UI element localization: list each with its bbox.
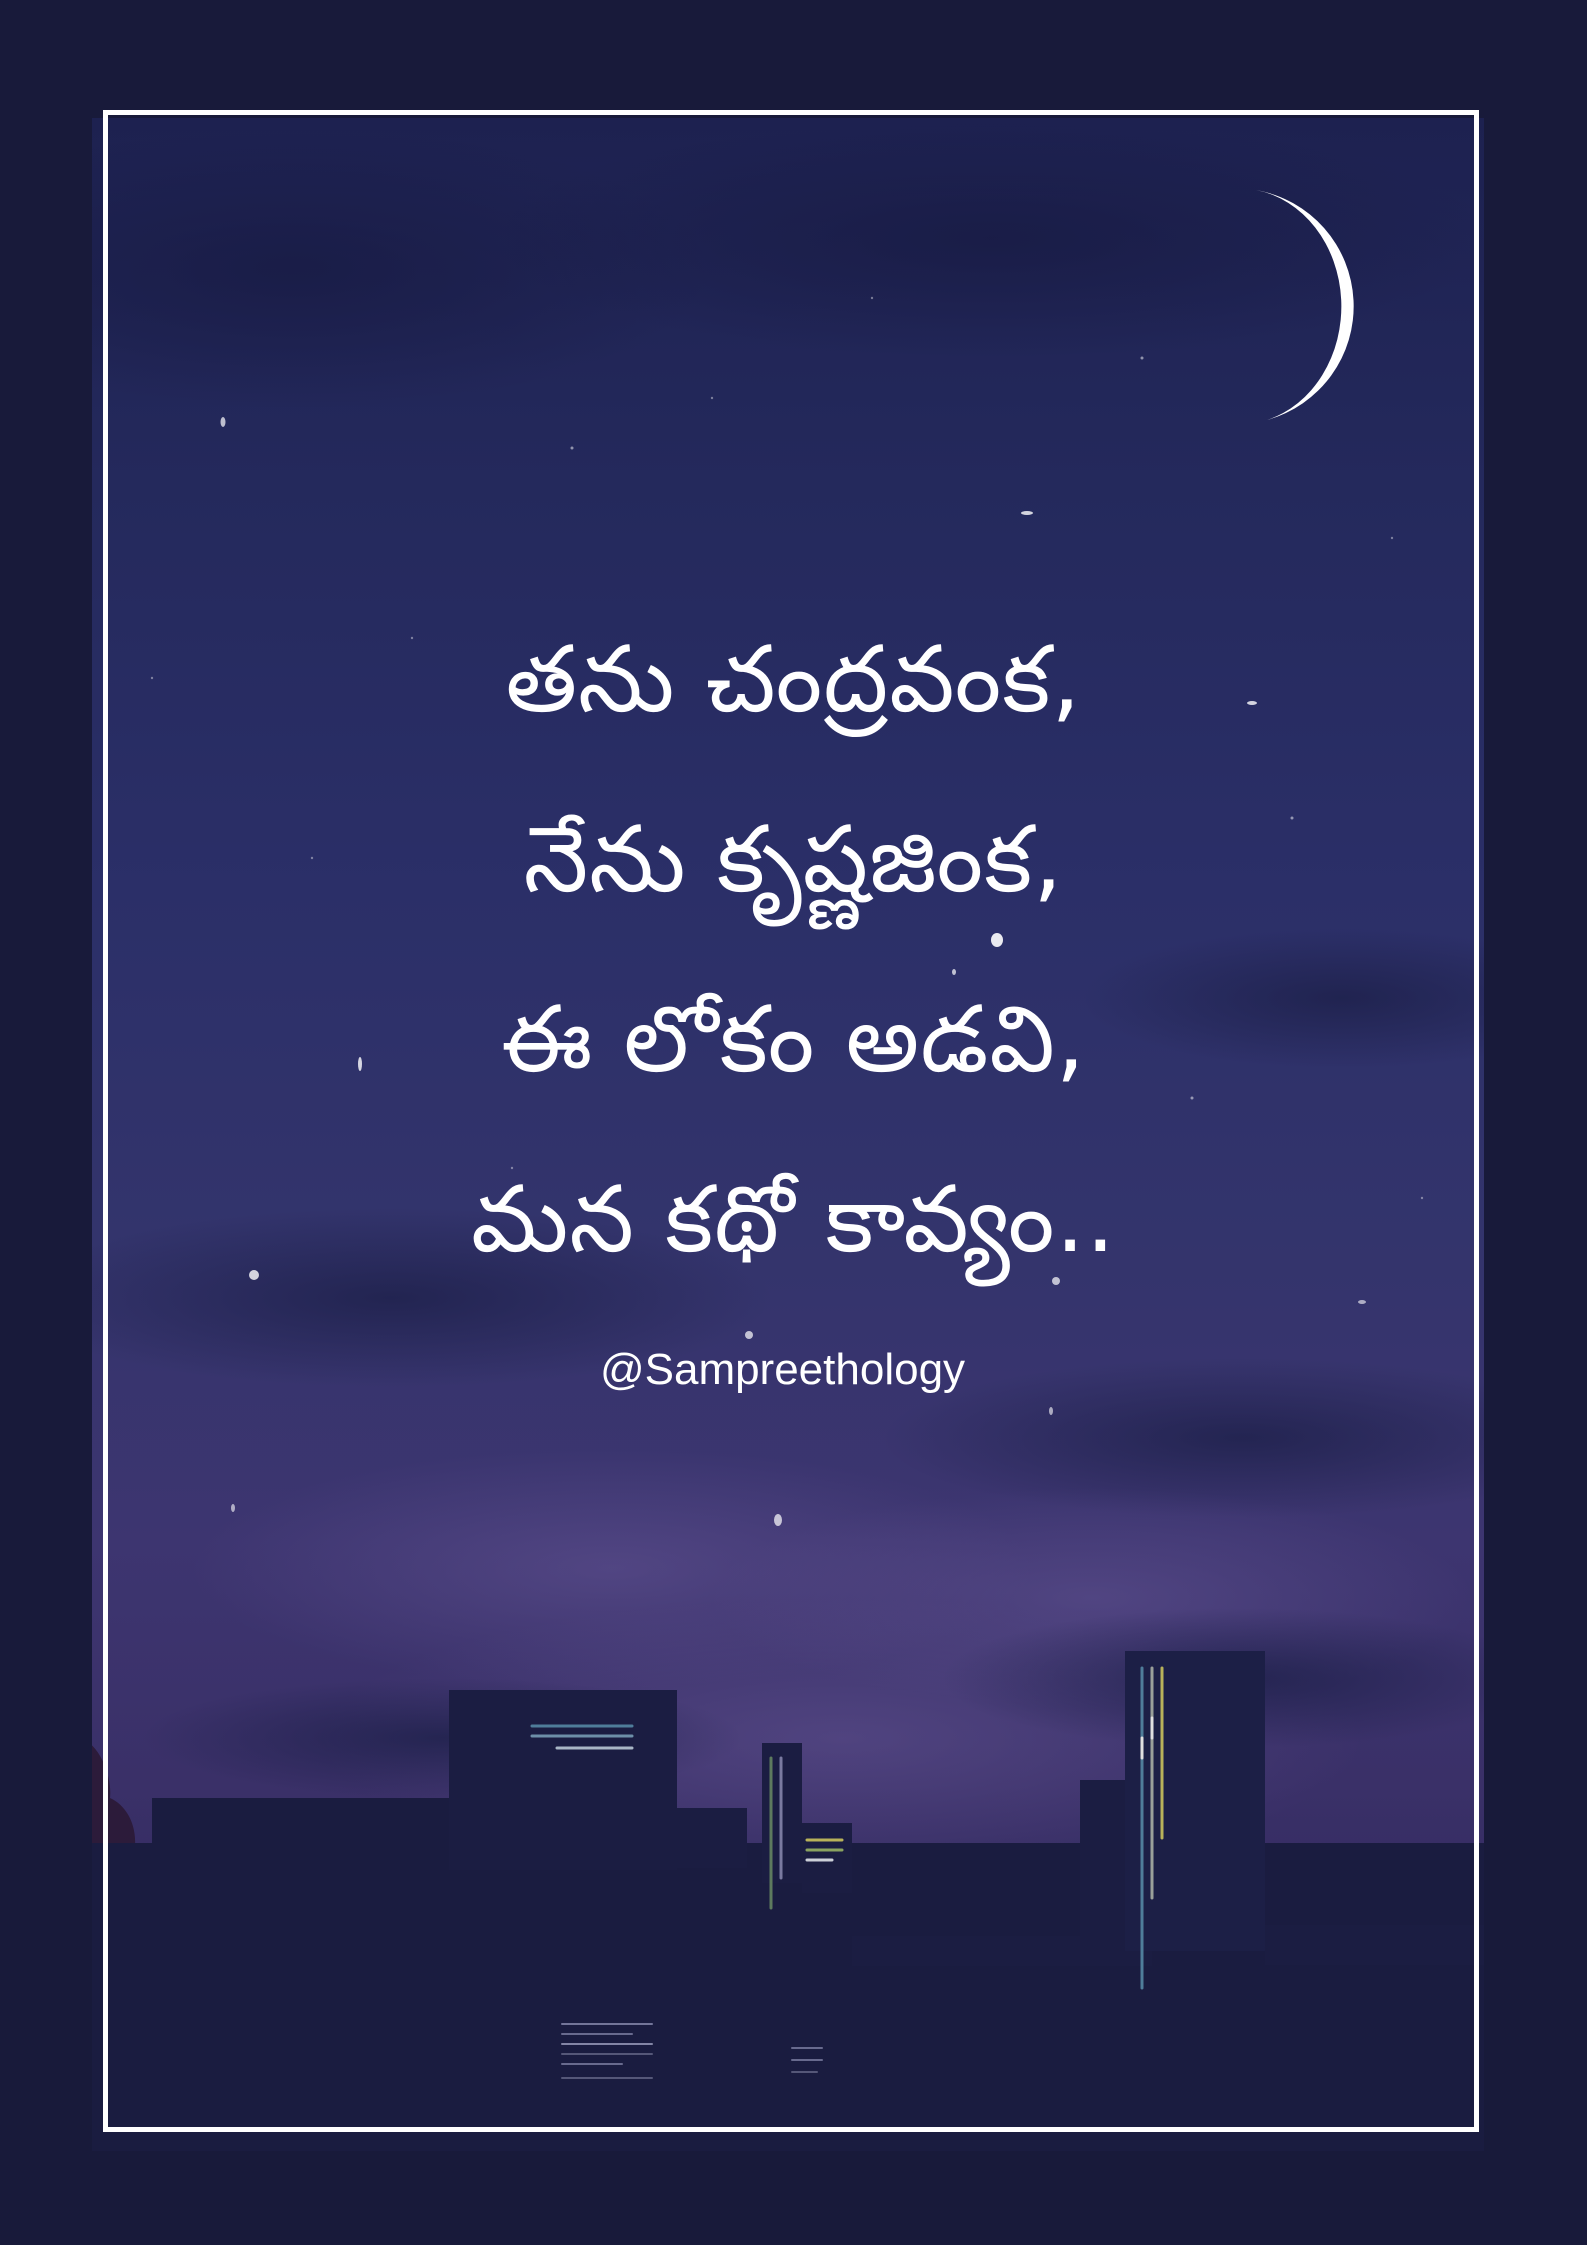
poem (0, 590, 1587, 1310)
poem-line-4: మన కథో కావ్యం.. (470, 1166, 1117, 1273)
poem-line-3: ఈ లోకం అడవి, (500, 986, 1087, 1093)
author-handle: @Sampreethology (599, 1345, 966, 1394)
poem-line-1: తను చంద్రవంక, (505, 626, 1082, 733)
poem-line-2: నేను కృష్ణజింక, (523, 806, 1064, 913)
